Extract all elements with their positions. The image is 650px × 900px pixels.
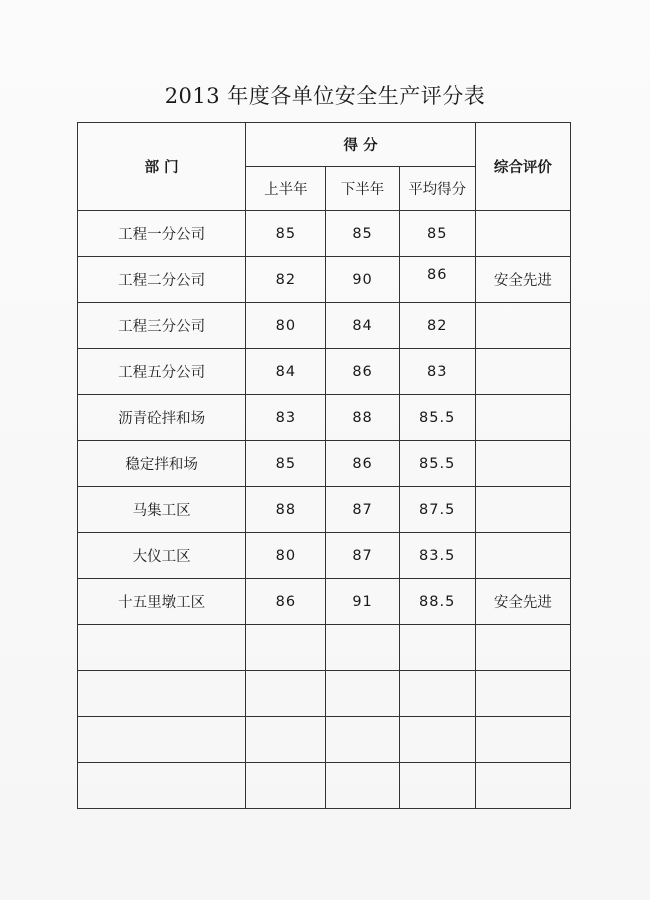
cell-first-half: 86 (246, 579, 326, 625)
cell-department (78, 717, 246, 763)
header-department: 部 门 (78, 123, 246, 211)
cell-first-half (246, 717, 326, 763)
cell-first-half: 85 (246, 211, 326, 257)
cell-first-half: 83 (246, 395, 326, 441)
cell-second-half: 91 (326, 579, 399, 625)
cell-evaluation (475, 349, 570, 395)
cell-department: 十五里墩工区 (78, 579, 246, 625)
cell-second-half (326, 717, 399, 763)
cell-department: 马集工区 (78, 487, 246, 533)
cell-evaluation (475, 533, 570, 579)
cell-second-half (326, 763, 399, 809)
cell-first-half (246, 763, 326, 809)
cell-first-half: 85 (246, 441, 326, 487)
cell-department: 沥青砼拌和场 (78, 395, 246, 441)
cell-department: 工程一分公司 (78, 211, 246, 257)
cell-second-half: 84 (326, 303, 399, 349)
table-row (78, 763, 571, 809)
document-title: 2013 年度各单位安全生产评分表 (164, 84, 486, 108)
table-row (78, 533, 571, 579)
cell-second-half (326, 625, 399, 671)
cell-department: 大仪工区 (78, 533, 246, 579)
cell-second-half: 88 (326, 395, 399, 441)
cell-evaluation: 安全先进 (475, 257, 570, 303)
table-row (78, 579, 571, 625)
cell-average: 88.5 (399, 579, 475, 625)
cell-evaluation (475, 487, 570, 533)
cell-evaluation (475, 717, 570, 763)
cell-average (399, 763, 475, 809)
cell-average: 85.5 (399, 395, 475, 441)
score-table (77, 122, 571, 809)
table-row (78, 349, 571, 395)
cell-department (78, 763, 246, 809)
cell-evaluation (475, 303, 570, 349)
table-row (78, 625, 571, 671)
table-row (78, 671, 571, 717)
table-row (78, 395, 571, 441)
cell-first-half (246, 671, 326, 717)
cell-second-half: 85 (326, 211, 399, 257)
header-score: 得 分 (246, 123, 475, 167)
cell-second-half: 90 (326, 257, 399, 303)
cell-evaluation (475, 763, 570, 809)
cell-second-half (326, 671, 399, 717)
cell-evaluation (475, 625, 570, 671)
table-row (78, 717, 571, 763)
table-row (78, 303, 571, 349)
table-row (78, 257, 571, 303)
cell-department (78, 671, 246, 717)
cell-department: 工程二分公司 (78, 257, 246, 303)
cell-average: 83 (399, 349, 475, 395)
cell-first-half: 82 (246, 257, 326, 303)
cell-evaluation (475, 211, 570, 257)
cell-average: 85 (399, 211, 475, 257)
cell-first-half: 80 (246, 303, 326, 349)
table-row (78, 441, 571, 487)
cell-department: 工程五分公司 (78, 349, 246, 395)
header-evaluation: 综合评价 (475, 123, 570, 211)
cell-second-half: 86 (326, 441, 399, 487)
cell-average: 86 (399, 257, 475, 303)
cell-evaluation (475, 671, 570, 717)
cell-evaluation (475, 441, 570, 487)
cell-department: 稳定拌和场 (78, 441, 246, 487)
cell-department (78, 625, 246, 671)
header-second-half: 下半年 (326, 167, 399, 211)
cell-average: 85.5 (399, 441, 475, 487)
cell-department: 工程三分公司 (78, 303, 246, 349)
header-first-half: 上半年 (246, 167, 326, 211)
cell-first-half (246, 625, 326, 671)
table-row (78, 487, 571, 533)
cell-average (399, 671, 475, 717)
cell-average (399, 717, 475, 763)
cell-average: 83.5 (399, 533, 475, 579)
table-row (78, 211, 571, 257)
cell-average (399, 625, 475, 671)
cell-average: 87.5 (399, 487, 475, 533)
cell-first-half: 80 (246, 533, 326, 579)
cell-average: 82 (399, 303, 475, 349)
cell-second-half: 86 (326, 349, 399, 395)
cell-first-half: 88 (246, 487, 326, 533)
cell-second-half: 87 (326, 533, 399, 579)
header-average: 平均得分 (399, 167, 475, 211)
cell-evaluation: 安全先进 (475, 579, 570, 625)
cell-evaluation (475, 395, 570, 441)
cell-second-half: 87 (326, 487, 399, 533)
cell-first-half: 84 (246, 349, 326, 395)
